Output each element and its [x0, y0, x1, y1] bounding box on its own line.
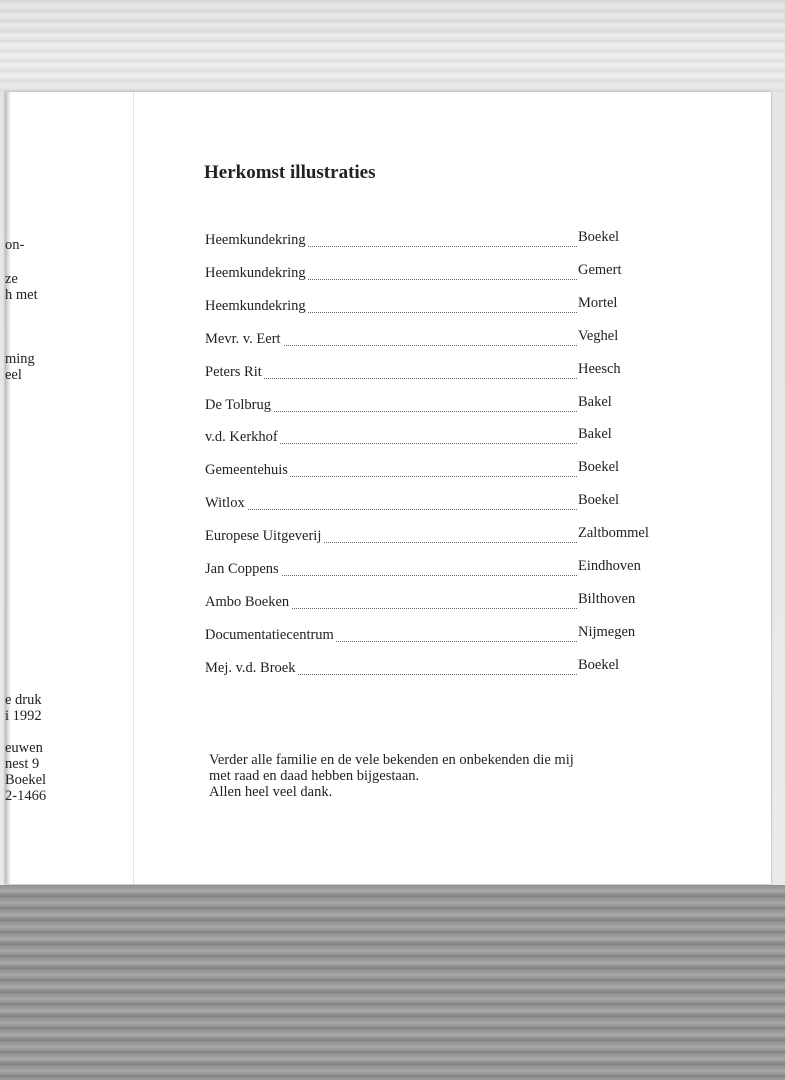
credit-source: Peters Rit	[205, 363, 262, 380]
left-line: e druk	[5, 692, 42, 708]
credit-source: Jan Coppens	[205, 561, 279, 577]
credit-row	[205, 393, 665, 415]
left-line: i 1992	[5, 708, 42, 724]
credit-place: Boekel	[578, 656, 620, 673]
credit-place: Nijmegen	[578, 623, 636, 640]
credit-source: De Tolbrug	[205, 396, 271, 413]
credit-row	[205, 558, 665, 579]
credit-place: Boekel	[578, 459, 620, 476]
left-line: eel	[5, 367, 22, 383]
credit-row	[205, 623, 665, 645]
credit-row	[205, 492, 665, 513]
credit-place: Eindhoven	[578, 558, 641, 574]
footer-line: Allen heel veel dank.	[209, 784, 333, 800]
credit-place: Mortel	[578, 294, 618, 311]
left-line: euwen	[5, 740, 43, 756]
credit-place: Gemert	[578, 261, 622, 278]
left-line: Boekel	[5, 772, 47, 788]
credit-row	[205, 327, 665, 349]
credit-source: Heemkundekring	[205, 232, 306, 248]
left-line: ze	[5, 271, 18, 287]
credit-row	[205, 426, 665, 447]
credit-source: Europese Uitgeverij	[205, 528, 322, 545]
footer-line: Verder alle familie en de vele bekenden en onbekenden die mij	[209, 752, 574, 768]
credit-row	[205, 360, 665, 382]
credit-source: Gemeentehuis	[205, 462, 288, 479]
left-line: ming	[5, 351, 35, 367]
credit-row	[205, 590, 665, 612]
scan-background-top	[0, 0, 785, 92]
page-fold	[133, 92, 134, 884]
left-line: 2-1466	[5, 788, 47, 804]
acknowledgement	[209, 752, 574, 800]
credit-place: Bilthoven	[578, 590, 636, 607]
credit-row	[205, 459, 665, 480]
credit-row	[205, 656, 665, 678]
left-line: h met	[5, 287, 38, 303]
credit-place: Zaltbommel	[578, 525, 649, 542]
credit-row	[205, 525, 665, 546]
credit-place: Heesch	[578, 360, 621, 377]
credit-source: v.d. Kerkhof	[205, 429, 278, 446]
credit-place: Bakel	[578, 393, 612, 410]
credit-source: Heemkundekring	[205, 264, 306, 281]
credit-source: Witlox	[205, 495, 245, 512]
left-line: nest 9	[5, 756, 40, 772]
credit-row	[205, 261, 665, 283]
credit-source: Documentatiecentrum	[205, 626, 334, 643]
credit-source: Mevr. v. Eert	[205, 330, 281, 347]
credit-source: Heemkundekring	[205, 297, 306, 314]
page-title: Herkomst illustraties	[204, 162, 376, 183]
leader-dots	[205, 509, 577, 510]
credit-source: Mej. v.d. Broek	[205, 659, 296, 676]
credit-row	[205, 229, 665, 250]
left-line: on-	[5, 237, 25, 253]
scan-background-bottom	[0, 885, 785, 1080]
footer-line: met raad en daad hebben bijgestaan.	[209, 768, 420, 784]
credit-source: Ambo Boeken	[205, 593, 290, 610]
document-page	[5, 92, 771, 884]
credit-place: Boekel	[578, 492, 620, 509]
credit-place: Boekel	[578, 229, 620, 245]
credit-row	[205, 294, 665, 316]
credit-place: Veghel	[578, 327, 619, 344]
credit-place: Bakel	[578, 426, 612, 443]
